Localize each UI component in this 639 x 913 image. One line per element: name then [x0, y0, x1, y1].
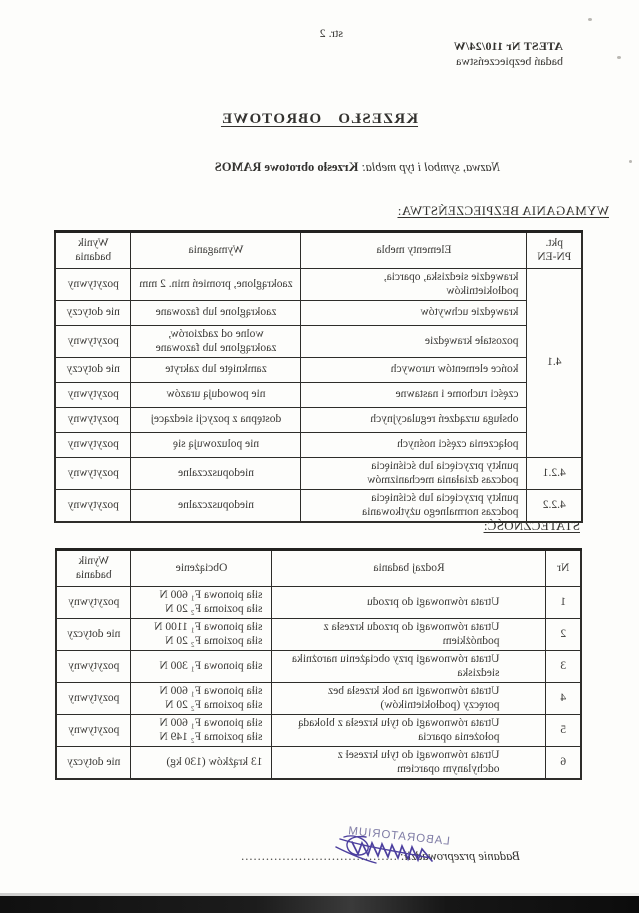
cell-rodzaj: Utrata równowagi do tyłu krzesła z blokadą położenia oparcia: [272, 715, 546, 747]
furniture-name-value: Krzesło obrotowe RAMOS: [214, 160, 359, 174]
bottom-scan-band: [0, 896, 639, 913]
cell-rodzaj: Utrata równowagi do przodu: [272, 587, 546, 619]
header-nr: Nr: [546, 550, 581, 587]
table-row: [55, 383, 582, 408]
cell-element: punkty przycięcia lub ściśnięcia podczas działania mechanizmów: [301, 458, 527, 490]
cell-wymaganie: nie poluzowują się: [131, 433, 301, 458]
cell-wymaganie: niedopuszczalne: [131, 490, 301, 523]
scan-speck: [588, 18, 592, 21]
cell-nr: 4: [546, 683, 581, 715]
cell-wynik: pozytywny: [56, 683, 131, 715]
atest-header: [454, 39, 563, 69]
stability-heading: STATECZNOŚĆ:: [483, 518, 580, 533]
table-row: [55, 433, 582, 458]
cell-nr: 1: [546, 587, 581, 619]
cell-wynik: pozytywny: [55, 458, 131, 490]
cell-nr: 6: [546, 747, 581, 780]
safety-heading: WYMAGANIA BEZPIECZEŃSTWA:: [397, 203, 609, 218]
header-element: Elementy mebla: [301, 232, 527, 269]
table-row: [56, 651, 581, 683]
cell-element: krawędzie siedziska, oparcia, podłokietników: [301, 269, 527, 301]
header-rodzaj: Rodzaj badania: [272, 550, 546, 587]
table-row: [56, 619, 581, 651]
cell-nr: 2: [546, 619, 581, 651]
cell-nr: 5: [546, 715, 581, 747]
cell-obciazenie: siła pionowa F₁ 600 N siła pozioma F₂ 20 N: [131, 683, 272, 715]
safety-table: [54, 230, 583, 523]
cell-wymaganie: dostępna z pozycji siedzącej: [131, 408, 301, 433]
table-row: [55, 358, 582, 383]
signature-scribble: [326, 831, 436, 875]
cell-wynik: pozytywny: [56, 651, 131, 683]
stability-table: [55, 548, 582, 780]
cell-wymaganie: nie powodują urazów: [131, 383, 301, 408]
cell-element: punkty przycięcia lub ściśnięcia podczas normalnego użytkowania: [301, 490, 527, 523]
table-row: [56, 747, 581, 780]
cell-wynik: pozytywny: [55, 383, 131, 408]
examiner-label: Badanie przeprowadził:: [399, 849, 520, 863]
atest-subtitle: badań bezpieczeństwa: [456, 54, 563, 68]
cell-rodzaj: Utrata równowagi na bok krzesła bez poręczy (podłokietników): [272, 683, 546, 715]
cell-wynik: pozytywny: [55, 408, 131, 433]
header-obciazenie: Obciążenie: [131, 550, 272, 587]
cell-obciazenie: 13 krążków (130 kg): [131, 747, 272, 780]
cell-pkt: 4.1: [527, 269, 582, 458]
cell-element: krawędzie uchwytów: [301, 301, 527, 326]
scan-speck: [617, 56, 621, 59]
cell-element: końce elementów rurowych: [301, 358, 527, 383]
cell-element: połączenia części nośnych: [301, 433, 527, 458]
table-row: [56, 715, 581, 747]
cell-element: obsługa urządzeń regulacyjnych: [301, 408, 527, 433]
table-row: [55, 458, 582, 490]
header-pkt: pkt. PN-EN: [527, 232, 582, 269]
cell-wymaganie: zamknięte lub zakryte: [131, 358, 301, 383]
cell-rodzaj: Utrata równowagi przy obciążeniu narożnika siedziska: [272, 651, 546, 683]
cell-rodzaj: Utrata równowagi do tyłu krzeseł z odchylanym oparciem: [272, 747, 546, 780]
header-wynik: Wynik badania: [55, 232, 131, 269]
cell-obciazenie: siła pionowa F₁ 600 N siła pozioma F₂ 149 N: [131, 715, 272, 747]
cell-pkt: 4.2.2: [527, 490, 582, 523]
cell-rodzaj: Utrata równowagi do przodu krzesła z podnóżkiem: [272, 619, 546, 651]
cell-obciazenie: siła pionowa F₁ 600 N siła pozioma F₂ 20 N: [131, 587, 272, 619]
cell-wymaganie: niedopuszczalne: [131, 458, 301, 490]
cell-wynik: pozytywny: [55, 433, 131, 458]
table-row: [56, 683, 581, 715]
table-row: [56, 587, 581, 619]
header-wymaganie: Wymagania: [131, 232, 301, 269]
cell-wynik: pozytywny: [55, 269, 131, 301]
cell-wynik: pozytywny: [56, 715, 131, 747]
document-title: KRZESŁO OBROTOWE: [220, 111, 419, 127]
header-wynik: Wynik badania: [56, 550, 131, 587]
cell-wynik: nie dotyczy: [56, 747, 131, 780]
cell-obciazenie: siła pionowa F₁ 1100 N siła pozioma F₂ 20 N: [131, 619, 272, 651]
cell-wymaganie: zaokrąglone lub fazowane: [131, 301, 301, 326]
atest-number: ATEST Nr 110/24/W: [453, 39, 563, 53]
cell-obciazenie: siła pionowa F₁ 300 N: [131, 651, 272, 683]
cell-wynik: pozytywny: [55, 326, 131, 358]
table-row: [55, 301, 582, 326]
cell-element: pozostałe krawędzie: [301, 326, 527, 358]
cell-nr: 3: [546, 651, 581, 683]
cell-element: części ruchome i nastawne: [301, 383, 527, 408]
cell-wymaganie: zaokrąglone, promień min. 2 mm: [131, 269, 301, 301]
cell-wynik: pozytywny: [55, 490, 131, 523]
cell-wynik: nie dotyczy: [55, 358, 131, 383]
furniture-name-label: Nazwa, symbol i typ mebla:: [361, 160, 500, 174]
page-number: str. 2: [319, 26, 343, 40]
cell-wynik: pozytywny: [56, 587, 131, 619]
header-row: [56, 550, 581, 587]
cell-wynik: nie dotyczy: [56, 619, 131, 651]
table-row: [55, 408, 582, 433]
furniture-name-line: [215, 160, 500, 175]
laboratorium-stamp: LABORATORIUM: [346, 825, 451, 848]
cell-wynik: nie dotyczy: [55, 301, 131, 326]
table-row: [55, 269, 582, 301]
header-row: [55, 232, 582, 269]
scan-speck: [629, 160, 632, 163]
cell-pkt: 4.2.1: [527, 458, 582, 490]
cell-wymaganie: wolne od zadziorów, zaokrąglone lub fazowane: [131, 326, 301, 358]
table-row: [55, 326, 582, 358]
signature-dots: ......................................: [240, 849, 397, 863]
